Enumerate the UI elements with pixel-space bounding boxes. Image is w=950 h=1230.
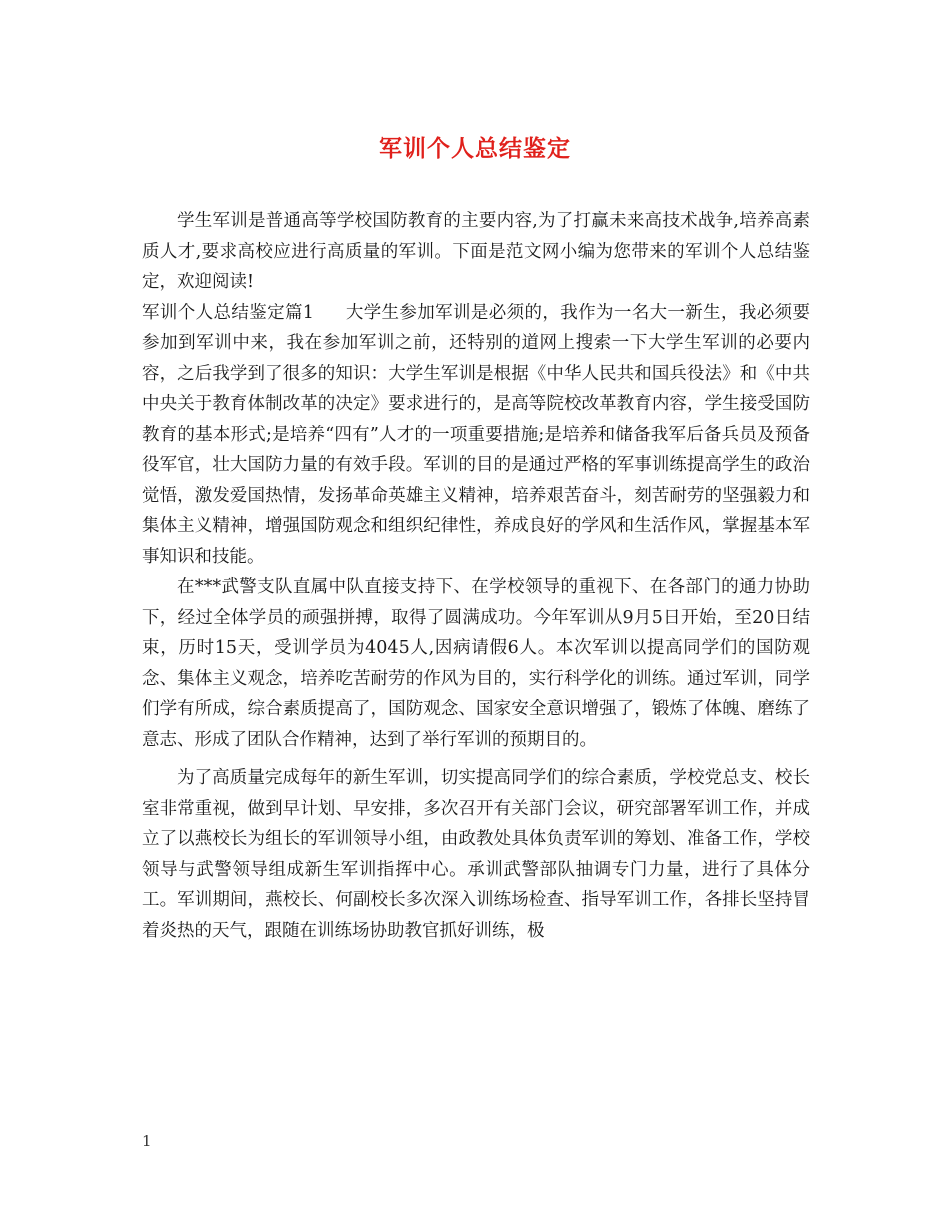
document-title: 军训个人总结鉴定 xyxy=(379,135,571,162)
paragraph-1-text: 大学生参加军训是必须的，我作为一名大一新生，我必须要参加到军训中来，我在参加军训之前，还特别的道网上搜索一下大学生军训的必要内容，之后我学到了很多的知识：大学生军训是根据《中华人民共和国兵役法》和《中共中央关于教育体制改革的决定》要求进行的，是高等院校改革教育内容，学生接受国防教育的基本形式;是培养“四有”人才的一项重要措施;是培养和储备我军后备兵员及预备役军官，壮大国防力量的有效手段。军训的目的是通过严格的军事训练提高学生的政治觉悟，激发爱国热情，发扬革命英雄主义精神，培养艰苦奋斗，刻苦耐劳的坚强毅力和集体主义精神，增强国防观念和组织纪律性，养成良好的学风和生活作风，掌握基本军事知识和技能。 xyxy=(142,302,811,567)
document-body xyxy=(142,206,810,946)
paragraph-3: 为了高质量完成每年的新生军训，切实提高同学们的综合素质，学校党总支、校长室非常重视，做到早计划、早安排，多次召开有关部门会议，研究部署军训工作，并成立了以燕校长为组长的军训领导小组，由政教处具体负责军训的筹划、准备工作，学校领导与武警领导组成新生军训指挥中心。承训武警部队抽调专门力量，进行了具体分工。军训期间，燕校长、何副校长多次深入训练场检查、指导军训工作，各排长坚持冒着炎热的天气，跟随在训练场协助教官抓好训练，极 xyxy=(142,768,810,941)
paragraph-2: 在***武警支队直属中队直接支持下、在学校领导的重视下、在各部门的通力协助下，经过全体学员的顽强拼搏，取得了圆满成功。今年军训从9月5日开始，至20日结束，历时15天，受训学员为4045人,因病请假6人。本次军训以提高同学们的国防观念、集体主义观念，培养吃苦耐劳的作风为目的，实行科学化的训练。通过军训，同学们学有所成，综合素质提高了，国防观念、国家安全意识增强了，锻炼了体魄、磨练了意志、形成了团队合作精神，达到了举行军训的预期目的。 xyxy=(142,577,810,750)
section-paragraph-1 xyxy=(142,298,810,573)
page-number: 1 xyxy=(142,1132,152,1150)
intro-paragraph: 学生军训是普通高等学校国防教育的主要内容,为了打赢未来高技术战争,培养高素质人才,要求高校应进行高质量的军训。下面是范文网小编为您带来的军训个人总结鉴定，欢迎阅读! xyxy=(142,211,810,292)
section-heading: 军训个人总结鉴定篇1 xyxy=(142,302,314,323)
